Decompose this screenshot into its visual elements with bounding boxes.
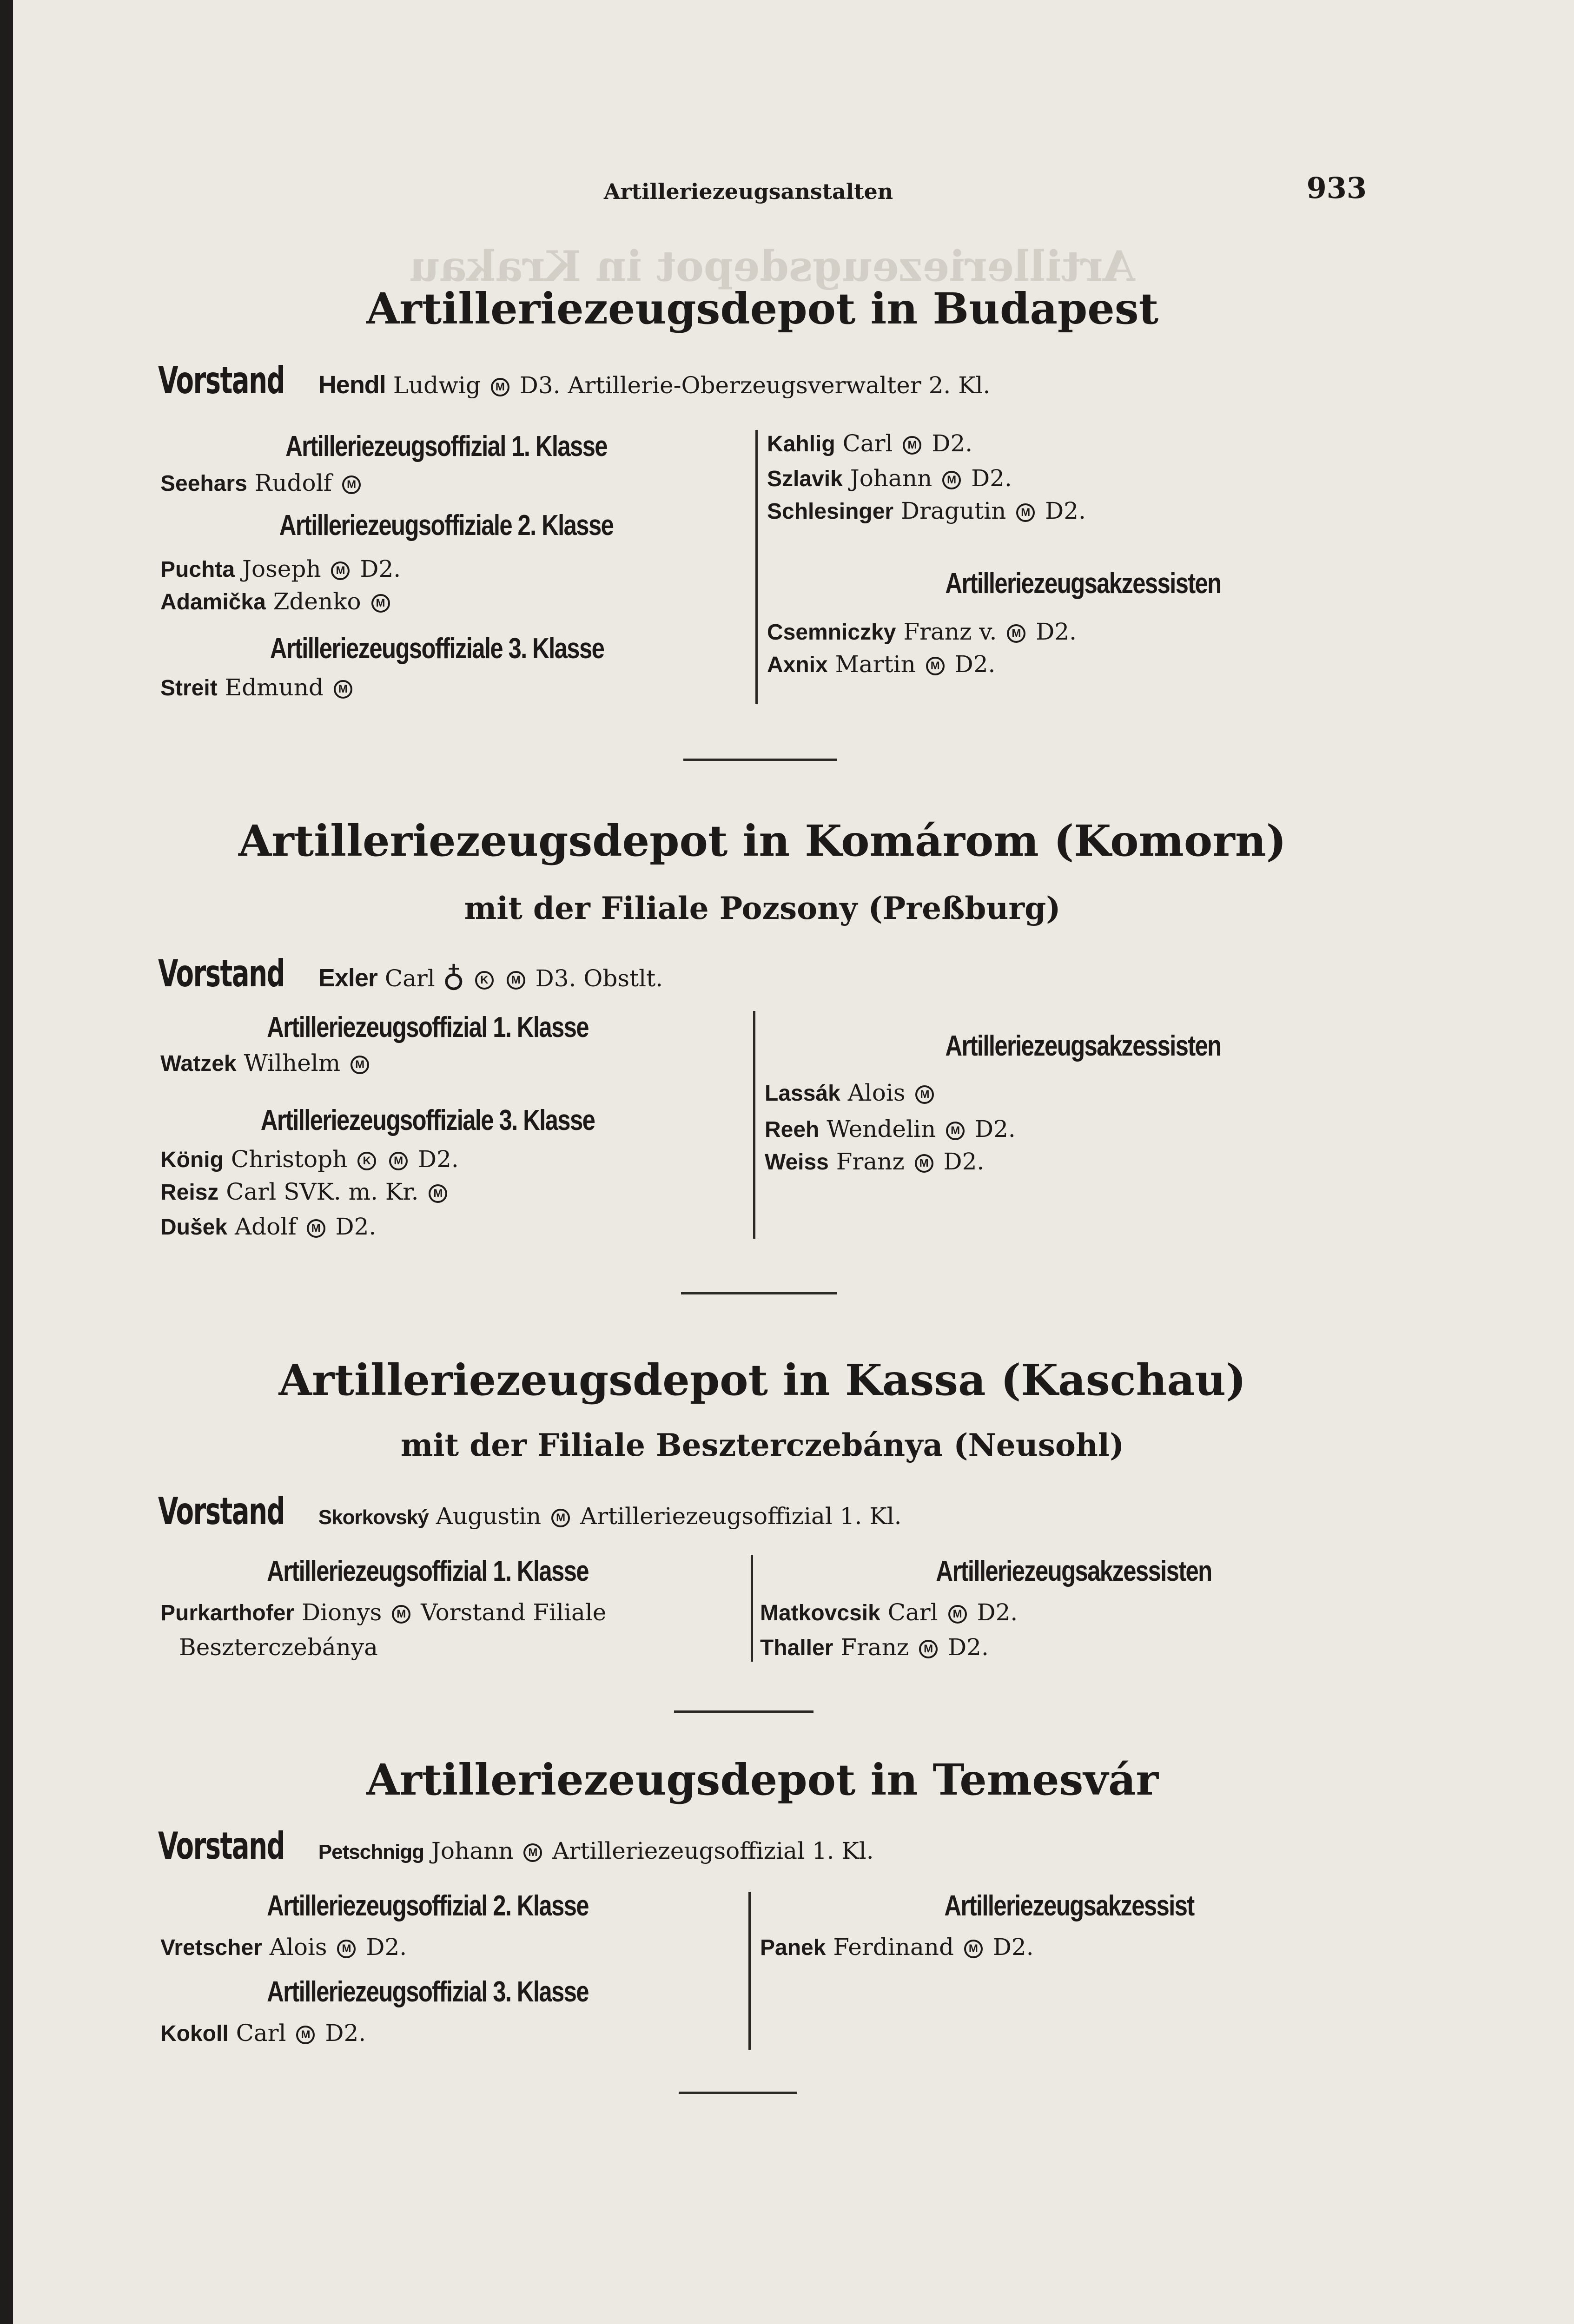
military-merit-icon: M (307, 1219, 325, 1238)
vorstand-line (158, 1490, 901, 1533)
column-heading: Artilleriezeugsoffizial 1. Klasse (267, 1555, 589, 1587)
list-item: Kokoll Carl M D2. (160, 2020, 366, 2047)
vorstand-label: Vorstand (158, 359, 285, 402)
military-merit-icon: M (342, 475, 361, 494)
vorstand-label: Vorstand (158, 952, 285, 995)
column-heading: Artilleriezeugsakzessist (944, 1890, 1194, 1922)
page-number: 933 (1306, 171, 1367, 205)
column-heading: Artilleriezeugsoffiziale 3. Klasse (260, 1104, 595, 1136)
person-given-name: Johann (431, 1837, 514, 1864)
military-merit-icon: M (429, 1184, 447, 1203)
person-given-name: Carl (384, 965, 435, 992)
list-item: Thaller Franz M D2. (760, 1634, 989, 1661)
column-heading: Artilleriezeugsakzessisten (945, 568, 1221, 600)
column-divider (748, 1892, 751, 2050)
list-item: Streit Edmund M (160, 674, 355, 701)
list-item: Axnix Martin M D2. (767, 651, 996, 678)
military-merit-icon: M (915, 1154, 933, 1173)
military-merit-icon: M (296, 2026, 315, 2044)
title: Obstlt. (583, 965, 663, 992)
scan-edge (0, 0, 13, 2324)
person-surname: Hendl (318, 371, 386, 399)
list-item: Reisz Carl SVK. m. Kr. M (160, 1178, 450, 1205)
military-merit-icon: M (551, 1509, 570, 1527)
person-surname: Exler (318, 964, 377, 992)
military-merit-icon: M (942, 471, 961, 489)
list-item: Reeh Wendelin M D2. (765, 1116, 1016, 1142)
list-item: Adamička Zdenko M (160, 588, 393, 615)
vorstand-line (158, 1824, 874, 1868)
list-item: Kahlig Carl M D2. (767, 430, 973, 457)
military-merit-icon: M (331, 561, 350, 580)
title: Artilleriezeugsoffizial 1. Kl. (552, 1837, 874, 1864)
military-merit-icon: M (946, 1122, 965, 1140)
list-item: Panek Ferdinand M D2. (760, 1934, 1034, 1961)
list-item: Lassák Alois M (765, 1079, 937, 1106)
military-merit-icon: M (964, 1940, 983, 1958)
list-item: Seehars Rudolf M (160, 469, 364, 496)
military-merit-icon: M (334, 680, 352, 699)
section-divider (681, 1292, 837, 1294)
section-title: Artilleriezeugsdepot in Budapest (366, 284, 1159, 334)
list-item: Watzek Wilhelm M (160, 1050, 372, 1076)
title: Artilleriezeugsoffizial 1. Kl. (580, 1503, 902, 1530)
list-item: Puchta Joseph M D2. (160, 555, 401, 582)
section-divider (674, 1710, 813, 1713)
section-title: Artilleriezeugsdepot in Kassa (Kaschau) (278, 1355, 1246, 1405)
column-divider (751, 1555, 753, 1662)
list-item: Vretscher Alois M D2. (160, 1934, 407, 1961)
column-divider (755, 430, 758, 704)
section-title: Artilleriezeugsdepot in Komárom (Komorn) (238, 816, 1287, 866)
title: Artillerie-Oberzeugsverwalter 2. Kl. (568, 372, 991, 399)
section-divider (679, 2092, 797, 2094)
military-merit-icon: M (507, 971, 525, 990)
column-heading: Artilleriezeugsoffizial 1. Klasse (267, 1011, 589, 1043)
military-merit-icon: M (389, 1152, 408, 1170)
vorstand-label: Vorstand (158, 1824, 285, 1868)
k-medal-icon: K (357, 1152, 376, 1170)
person-given-name: Ludwig (393, 372, 481, 399)
column-heading: Artilleriezeugsoffiziale 3. Klasse (270, 633, 604, 665)
military-merit-icon: M (371, 594, 390, 613)
military-merit-icon: M (523, 1843, 542, 1862)
list-item: Matkovcsik Carl M D2. (760, 1599, 1018, 1626)
bleed-through: Artilleriezeugsdepot in Krakau (409, 242, 1135, 291)
section-divider (683, 759, 837, 761)
military-merit-icon: M (337, 1940, 356, 1958)
cross-icon: ♁ (442, 958, 465, 994)
column-heading: Artilleriezeugsoffizial 1. Klasse (285, 430, 607, 462)
vorstand-line (158, 359, 990, 402)
person-given-name: Augustin (436, 1503, 542, 1530)
list-item: Purkarthofer Dionys M Vorstand Filiale (160, 1599, 607, 1626)
military-merit-icon: M (915, 1085, 934, 1104)
column-heading: Artilleriezeugsoffizial 3. Klasse (267, 1976, 589, 2008)
section-title: Artilleriezeugsdepot in Temesvár (366, 1755, 1159, 1805)
list-item: Szlavik Johann M D2. (767, 465, 1012, 492)
list-item: Weiss Franz M D2. (765, 1148, 985, 1175)
military-merit-icon: M (1007, 624, 1025, 643)
military-merit-icon: M (948, 1605, 967, 1624)
person-surname: Skorkovský (318, 1506, 429, 1529)
running-title: Artilleriezeugsanstalten (603, 179, 893, 204)
military-merit-icon: M (491, 378, 509, 396)
list-item-continuation: Beszterczebánya (179, 1634, 378, 1661)
k-medal-icon: K (475, 971, 494, 990)
rank: D3. (535, 965, 576, 992)
vorstand-line (158, 952, 663, 995)
military-merit-icon: M (926, 657, 945, 675)
column-heading: Artilleriezeugsoffizial 2. Klasse (267, 1890, 589, 1922)
list-item: Dušek Adolf M D2. (160, 1213, 377, 1240)
military-merit-icon: M (351, 1056, 369, 1074)
column-heading: Artilleriezeugsakzessisten (945, 1030, 1221, 1062)
military-merit-icon: M (903, 436, 921, 455)
military-merit-icon: M (1016, 503, 1035, 522)
list-item: Schlesinger Dragutin M D2. (767, 497, 1086, 524)
column-divider (753, 1011, 755, 1239)
vorstand-label: Vorstand (158, 1490, 285, 1533)
list-item: König Christoph K M D2. (160, 1146, 459, 1173)
military-merit-icon: M (392, 1605, 410, 1624)
column-heading: Artilleriezeugsoffiziale 2. Klasse (279, 509, 614, 541)
list-item: Csemniczky Franz v. M D2. (767, 618, 1077, 645)
section-subtitle: mit der Filiale Pozsony (Preßburg) (464, 890, 1061, 926)
section-subtitle: mit der Filiale Beszterczebánya (Neusohl) (400, 1427, 1124, 1463)
person-surname: Petschnigg (318, 1841, 424, 1863)
rank: D3. (519, 372, 561, 399)
column-heading: Artilleriezeugsakzessisten (936, 1555, 1212, 1587)
military-merit-icon: M (919, 1640, 938, 1658)
